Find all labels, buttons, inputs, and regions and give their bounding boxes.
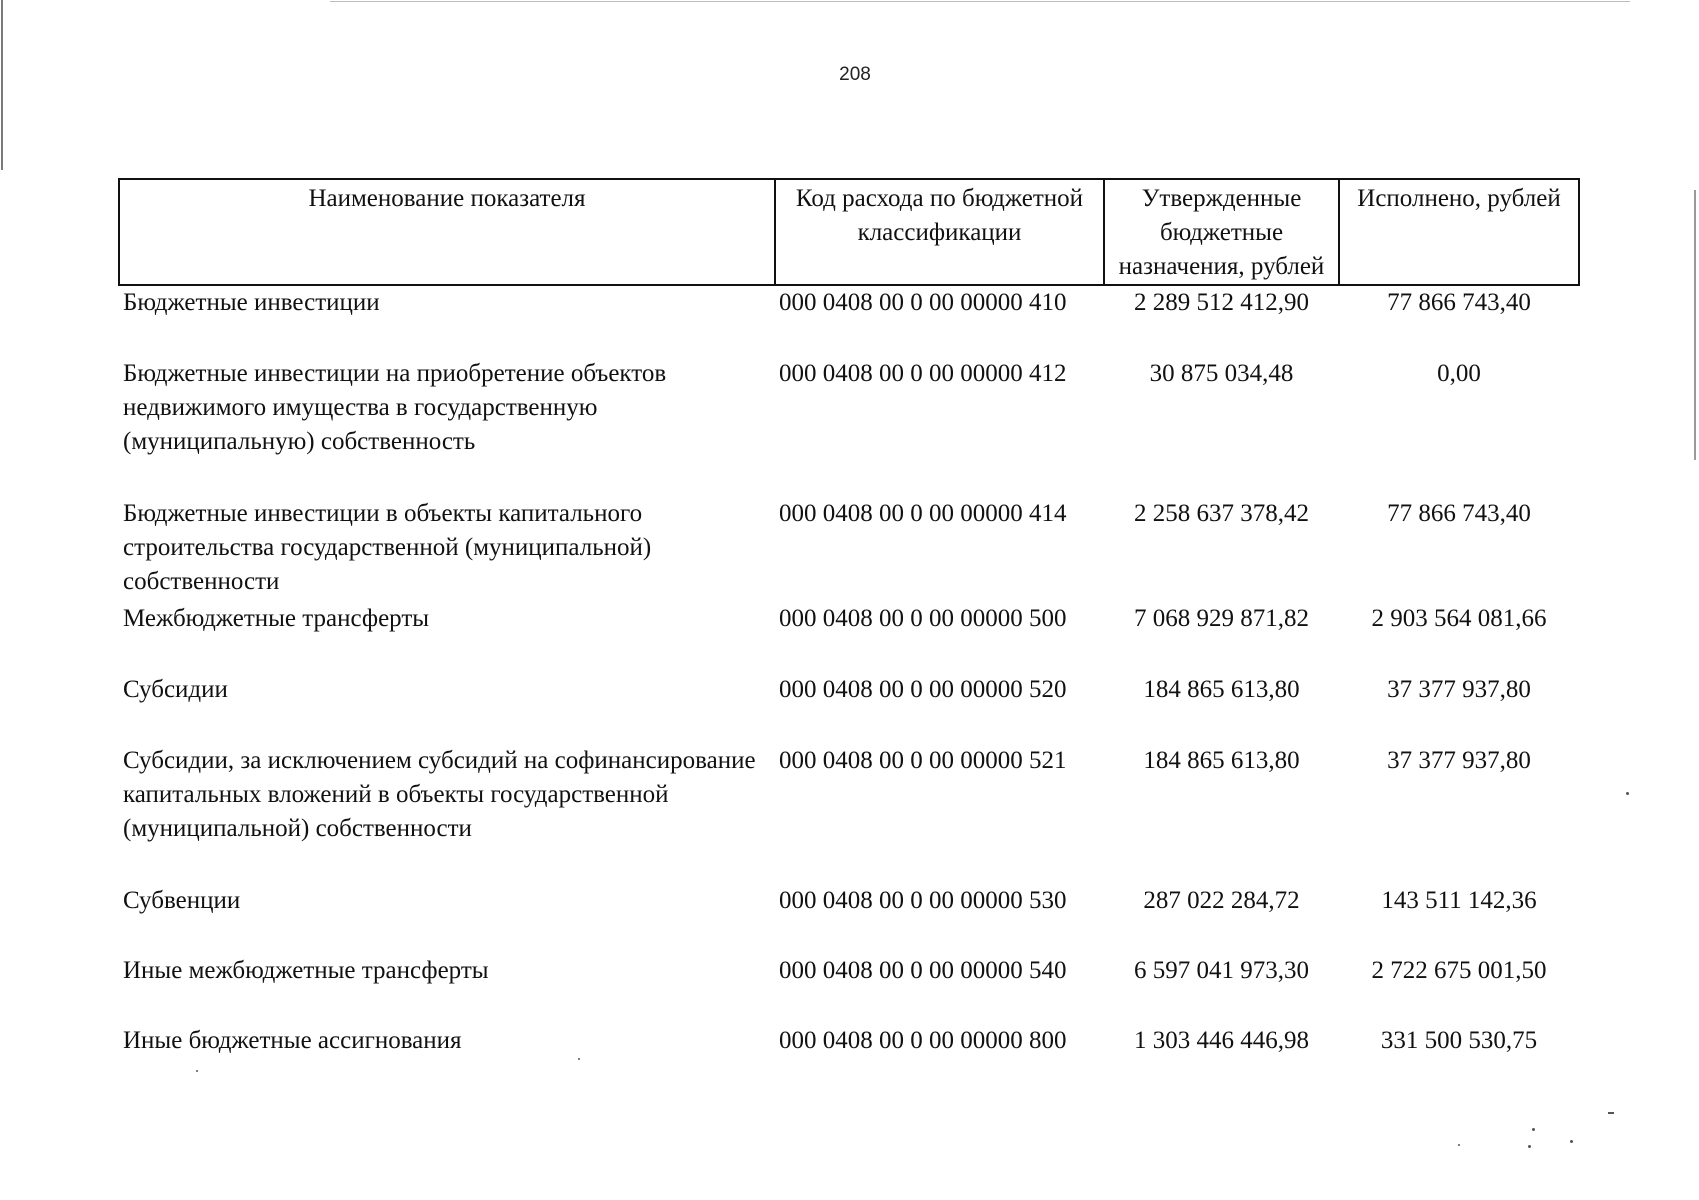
scan-speck bbox=[196, 1070, 198, 1072]
row-executed: 2 722 675 001,50 bbox=[1371, 957, 1547, 984]
row-approved: 1 303 446 446,98 bbox=[1134, 1027, 1309, 1054]
row-code: 000 0408 00 0 00 00000 800 bbox=[779, 1027, 1067, 1054]
row-code: 000 0408 00 0 00 00000 530 bbox=[779, 887, 1067, 914]
budget-table bbox=[118, 178, 1580, 1094]
row-name: Иные бюджетные ассигнования bbox=[123, 1027, 462, 1054]
table-row bbox=[119, 744, 1579, 884]
table-row bbox=[119, 954, 1579, 1024]
row-code: 000 0408 00 0 00 00000 410 bbox=[779, 289, 1067, 316]
row-executed: 143 511 142,36 bbox=[1381, 887, 1537, 914]
row-approved: 7 068 929 871,82 bbox=[1134, 605, 1309, 632]
row-executed: 37 377 937,80 bbox=[1387, 676, 1531, 703]
page-number: 208 bbox=[839, 64, 871, 85]
table-row bbox=[119, 1024, 1579, 1094]
scan-edge-top bbox=[330, 1, 1630, 2]
row-code: 000 0408 00 0 00 00000 520 bbox=[779, 676, 1067, 703]
row-executed: 77 866 743,40 bbox=[1387, 289, 1531, 316]
header-executed-amount: Исполнено, рублей bbox=[1339, 179, 1579, 285]
row-name: Бюджетные инвестиции на приобретение объектов недвижимого имущества в государственную (муниципальную) собственность bbox=[123, 360, 667, 455]
scan-speck bbox=[1608, 1112, 1614, 1114]
header-expense-code: Код расхода по бюджетной классификации bbox=[775, 179, 1104, 285]
row-approved: 287 022 284,72 bbox=[1143, 887, 1300, 914]
row-name: Бюджетные инвестиции в объекты капитального строительства государственной (муниципальной) собственности bbox=[123, 500, 652, 595]
row-name: Межбюджетные трансферты bbox=[123, 605, 430, 632]
row-executed: 2 903 564 081,66 bbox=[1371, 605, 1547, 632]
row-code: 000 0408 00 0 00 00000 521 bbox=[779, 747, 1067, 774]
table-row bbox=[119, 357, 1579, 497]
row-name: Бюджетные инвестиции bbox=[123, 289, 380, 316]
row-code: 000 0408 00 0 00 00000 414 bbox=[779, 500, 1067, 527]
scan-speck bbox=[1626, 792, 1629, 795]
row-approved: 2 258 637 378,42 bbox=[1134, 500, 1309, 527]
scan-edge-right bbox=[1694, 190, 1696, 460]
table-row bbox=[119, 673, 1579, 744]
table-row bbox=[119, 497, 1579, 602]
row-approved: 184 865 613,80 bbox=[1143, 747, 1300, 774]
row-code: 000 0408 00 0 00 00000 500 bbox=[779, 605, 1067, 632]
row-executed: 331 500 530,75 bbox=[1380, 1027, 1538, 1054]
row-executed: 0,00 bbox=[1437, 360, 1481, 387]
row-name: Субсидии, за исключением субсидий на софинансирование капитальных вложений в объекты государственной (муниципальной) собственности bbox=[123, 747, 756, 842]
table-row bbox=[119, 884, 1579, 954]
table-header-row bbox=[119, 179, 1579, 285]
scan-speck bbox=[578, 1058, 580, 1060]
table-row bbox=[119, 285, 1579, 357]
scan-speck bbox=[1458, 1144, 1460, 1146]
row-name: Субсидии bbox=[123, 676, 228, 703]
row-approved: 184 865 613,80 bbox=[1143, 676, 1300, 703]
row-approved: 2 289 512 412,90 bbox=[1134, 289, 1309, 316]
table-row bbox=[119, 602, 1579, 673]
header-indicator-name: Наименование показателя bbox=[119, 179, 775, 285]
row-name: Иные межбюджетные трансферты bbox=[123, 957, 489, 984]
row-code: 000 0408 00 0 00 00000 540 bbox=[779, 957, 1067, 984]
row-name: Субвенции bbox=[123, 887, 241, 914]
row-executed: 77 866 743,40 bbox=[1387, 500, 1531, 527]
scan-speck bbox=[1528, 1145, 1531, 1148]
scan-speck bbox=[1570, 1140, 1573, 1143]
row-code: 000 0408 00 0 00 00000 412 bbox=[779, 360, 1067, 387]
header-approved-amount: Утвержденные бюджетные назначения, рублей bbox=[1104, 179, 1339, 285]
row-approved: 6 597 041 973,30 bbox=[1134, 957, 1309, 984]
row-approved: 30 875 034,48 bbox=[1149, 360, 1294, 387]
scan-speck bbox=[1532, 1128, 1535, 1131]
row-executed: 37 377 937,80 bbox=[1387, 747, 1531, 774]
